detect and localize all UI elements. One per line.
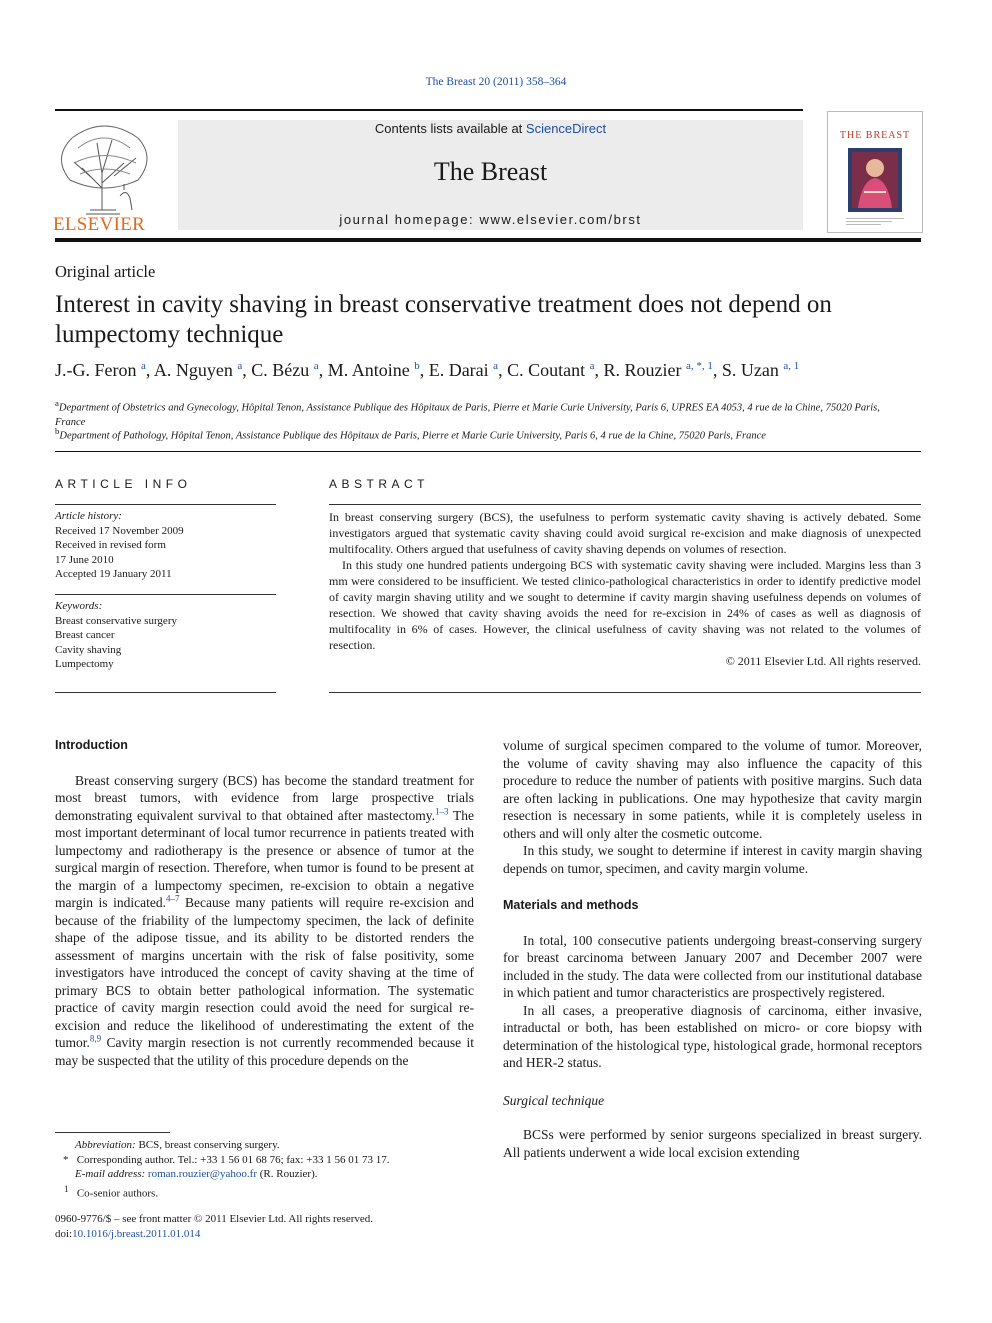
sciencedirect-link[interactable]: ScienceDirect [525, 121, 607, 136]
abstract-heading: ABSTRACT [329, 477, 430, 491]
footnote-email: E-mail address: roman.rouzier@yahoo.fr (R. Rouzier). [75, 1168, 318, 1180]
affiliation-a: $^a$Department of Obstetrics and Gynecology, Hôpital Tenon, Assistance Publique des Hôpitaux de Paris, Pierre et Marie Curie University, Paris 6, UPRES EA 4053, 4 rue de la Chine, 75020 Paris, France [55, 398, 880, 428]
article-title: Interest in cavity shaving in breast conservative treatment does not depend on lumpectomy technique [55, 291, 832, 348]
header-rule [55, 109, 803, 111]
journal-homepage [178, 212, 803, 227]
homepage-url[interactable]: www.elsevier.com/brst [479, 212, 642, 227]
body-paragraph: In total, 100 consecutive patients undergoing breast-conserving surgery for breast carcinoma between January 2007 and December 2007 were included in the study. The data were collected from our institutional database in which patient and tumor characteristics are prospectively registered. [503, 932, 922, 1000]
footnote-rule [55, 1132, 170, 1133]
keyword[interactable]: Lumpectomy [55, 658, 114, 670]
author[interactable]: S. Uzan $^{a, 1}$ [721, 360, 800, 380]
contents-prefix: Contents lists available at [374, 121, 526, 136]
body-paragraph: volume of surgical specimen compared to the volume of tumor. Moreover, the volume of cavity shaving may also influence the capacity of this procedure to reduce the number of patients with positive margins. Such data are often lacking in publications. One may hypothesize that cavity margin resection is necessary in some patients, while it is completely useless in others and will only alter the cosmetic outcome. [503, 738, 922, 841]
reference-link[interactable]: 1–3 [434, 806, 449, 816]
abstract-paragraph: In breast conserving surgery (BCS), the usefulness to perform systematic cavity shaving is actively debated. Some investigators argued that systematic cavity shaving could avoid surgical re-excision and make diagnosis of unexpected multifocality. Others argued that usefulness of cavity shaving depends on volumes of resection. [329, 510, 921, 556]
keyword[interactable]: Breast conservative surgery [55, 614, 177, 627]
body-column-right [503, 737, 922, 1161]
affiliation-b: $^b$Department of Pathology, Hôpital Tenon, Assistance Publique des Hôpitaux de Paris, Pierre et Marie Curie University, Paris 6, 4 rue de la Chine, 75020 Paris, France [55, 426, 766, 442]
abstract-rule [329, 692, 921, 693]
article-type: Original article [55, 262, 156, 281]
author[interactable]: R. Rouzier $^{a, *, 1}$ [603, 360, 713, 380]
body-paragraph: In this study, we sought to determine if interest in cavity margin shaving depends on tumor, specimen, and cavity margin volume. [503, 843, 922, 876]
article-info-rule [55, 594, 276, 595]
email-link[interactable]: roman.rouzier@yahoo.fr [147, 1168, 258, 1180]
contents-line [178, 120, 803, 136]
article-info-rule [55, 504, 276, 505]
journal-citation[interactable]: The Breast 20 (2011) 358–364 [425, 76, 567, 88]
keywords: Keywords: Breast conservative surgery Breast cancer Cavity shaving Lumpectomy [55, 599, 275, 672]
abstract-rule [329, 504, 921, 505]
author[interactable]: M. Antoine $^b$ [327, 360, 420, 380]
reference-link[interactable]: 4–7 [165, 893, 180, 904]
article-history: Article history: Received 17 November 2009 Received in revised form 17 June 2010 Accepted 19 January 2011 [55, 510, 184, 580]
journal-cover[interactable] [827, 111, 923, 233]
cover-artwork-icon [848, 148, 902, 212]
abstract-body [329, 509, 921, 669]
cover-title: THE BREAST [839, 130, 911, 141]
keyword[interactable]: Cavity shaving [55, 643, 122, 656]
footnote-cosenior: $^1$ Co-senior authors. [64, 1183, 159, 1200]
author[interactable]: C. Coutant $^a$ [507, 360, 595, 380]
title-rule [55, 451, 921, 452]
cover-text-lines [846, 216, 904, 227]
doi-link[interactable]: 10.1016/j.breast.2011.01.014 [72, 1227, 201, 1240]
journal-title: The Breast [433, 157, 548, 186]
reference-link[interactable]: 8,9 [89, 1033, 102, 1044]
author[interactable]: E. Darai $^a$ [428, 360, 499, 380]
section-heading-methods: Materials and methods [503, 898, 639, 912]
section-heading-introduction: Introduction [55, 738, 128, 752]
footnote-abbreviation: Abbreviation: BCS, breast conserving surgery. [75, 1139, 280, 1151]
front-matter: 0960-9776/$ – see front matter © 2011 Elsevier Ltd. All rights reserved. doi:10.1016/j.breast.2011.01.014 [55, 1213, 374, 1240]
header-thick-rule [55, 238, 921, 242]
body-paragraph: Breast conserving surgery (BCS) has become the standard treatment for most breast tumors, with evidence from large prospective trials demonstrating equivalent survival to that obtained after mastectomy.$^{1-3}$ The most important determinant of local tumor recurrence in patients treated with lumpectomy and radiotherapy is the presence or absence of tumor at the surgical margin of resection. Therefore, when tumor is found to be present at the margin of a lumpectomy specimen, re-excision to obtain a negative margin is indicated.$^{4-7}$ Because many patients will require re-excision and because of the friability of the lumpectomy specimen, the lack of definite shape of the adipose tissue, and its ability to be distorted renders the assessment of margins uncertain with the risk of false positivity, some investigators have introduced the concept of cavity shaving at the time of primary BCS to obtain better pathological information. The systematic practice of cavity margin resection could avoid the need for surgical re-excision and reduce the likelihood of underestimating the extent of the tumor.$^{8,9}$ Cavity margin resection is not currently recommended because it may be suspected that the utility of this procedure depends on the [55, 772, 474, 1068]
body-paragraph: In all cases, a preoperative diagnosis of carcinoma, either invasive, intraductal or both, has been established on micro- or core biopsy with determination of the histological type, histological grade, hormonal receptors and HER-2 status. [503, 1002, 922, 1070]
author[interactable]: C. Bézu $^a$ [251, 360, 319, 380]
homepage-label: journal homepage: [339, 212, 480, 227]
subsection-heading-surgical-technique: Surgical technique [503, 1092, 605, 1108]
author[interactable]: A. Nguyen $^a$ [153, 360, 243, 380]
body-paragraph: BCSs were performed by senior surgeons specialized in breast surgery. All patients underwent a wide local excision extending [503, 1127, 922, 1160]
body-column-left [55, 737, 474, 1069]
article-info-heading: ARTICLE INFO [55, 477, 192, 491]
journal-header-box [178, 120, 803, 230]
footnotes [55, 1138, 485, 1201]
author-list: J.-G. Feron $^a$, A. Nguyen $^a$, C. Bézu $^a$, M. Antoine $^b$, E. Darai $^a$, C. Coutant $^a$, R. Rouzier $^{a, *, 1}$, S. Uzan $^{a, 1}$ [55, 360, 800, 380]
footnote-corresponding: * Corresponding author. Tel.: +33 1 56 01 68 76; fax: +33 1 56 01 73 17. [63, 1153, 390, 1166]
elsevier-logo[interactable] [52, 118, 156, 234]
keyword[interactable]: Breast cancer [55, 629, 115, 641]
elsevier-wordmark: ELSEVIER [53, 214, 146, 235]
abstract-paragraph: In this study one hundred patients undergoing BCS with systematic cavity shaving were included. Margins less than 3 mm were considered to be insufficient. We tested clinico-pathological characteristics in order to identify predictive model of cavity margin shaving utility and we sought to determine if cavity margin shaving usefulness depends on volumes of resection. We showed that cavity shaving avoids the need for re-excision in 24% of cases as well as diagnosis of multifocality in 6% of cases. However, the clinical usefulness of cavity shaving was not related to the volumes of resection. [329, 558, 921, 652]
article-info-rule [55, 692, 276, 693]
author[interactable]: J.-G. Feron $^a$ [55, 360, 146, 380]
copyright: © 2011 Elsevier Ltd. All rights reserved. [725, 654, 921, 668]
